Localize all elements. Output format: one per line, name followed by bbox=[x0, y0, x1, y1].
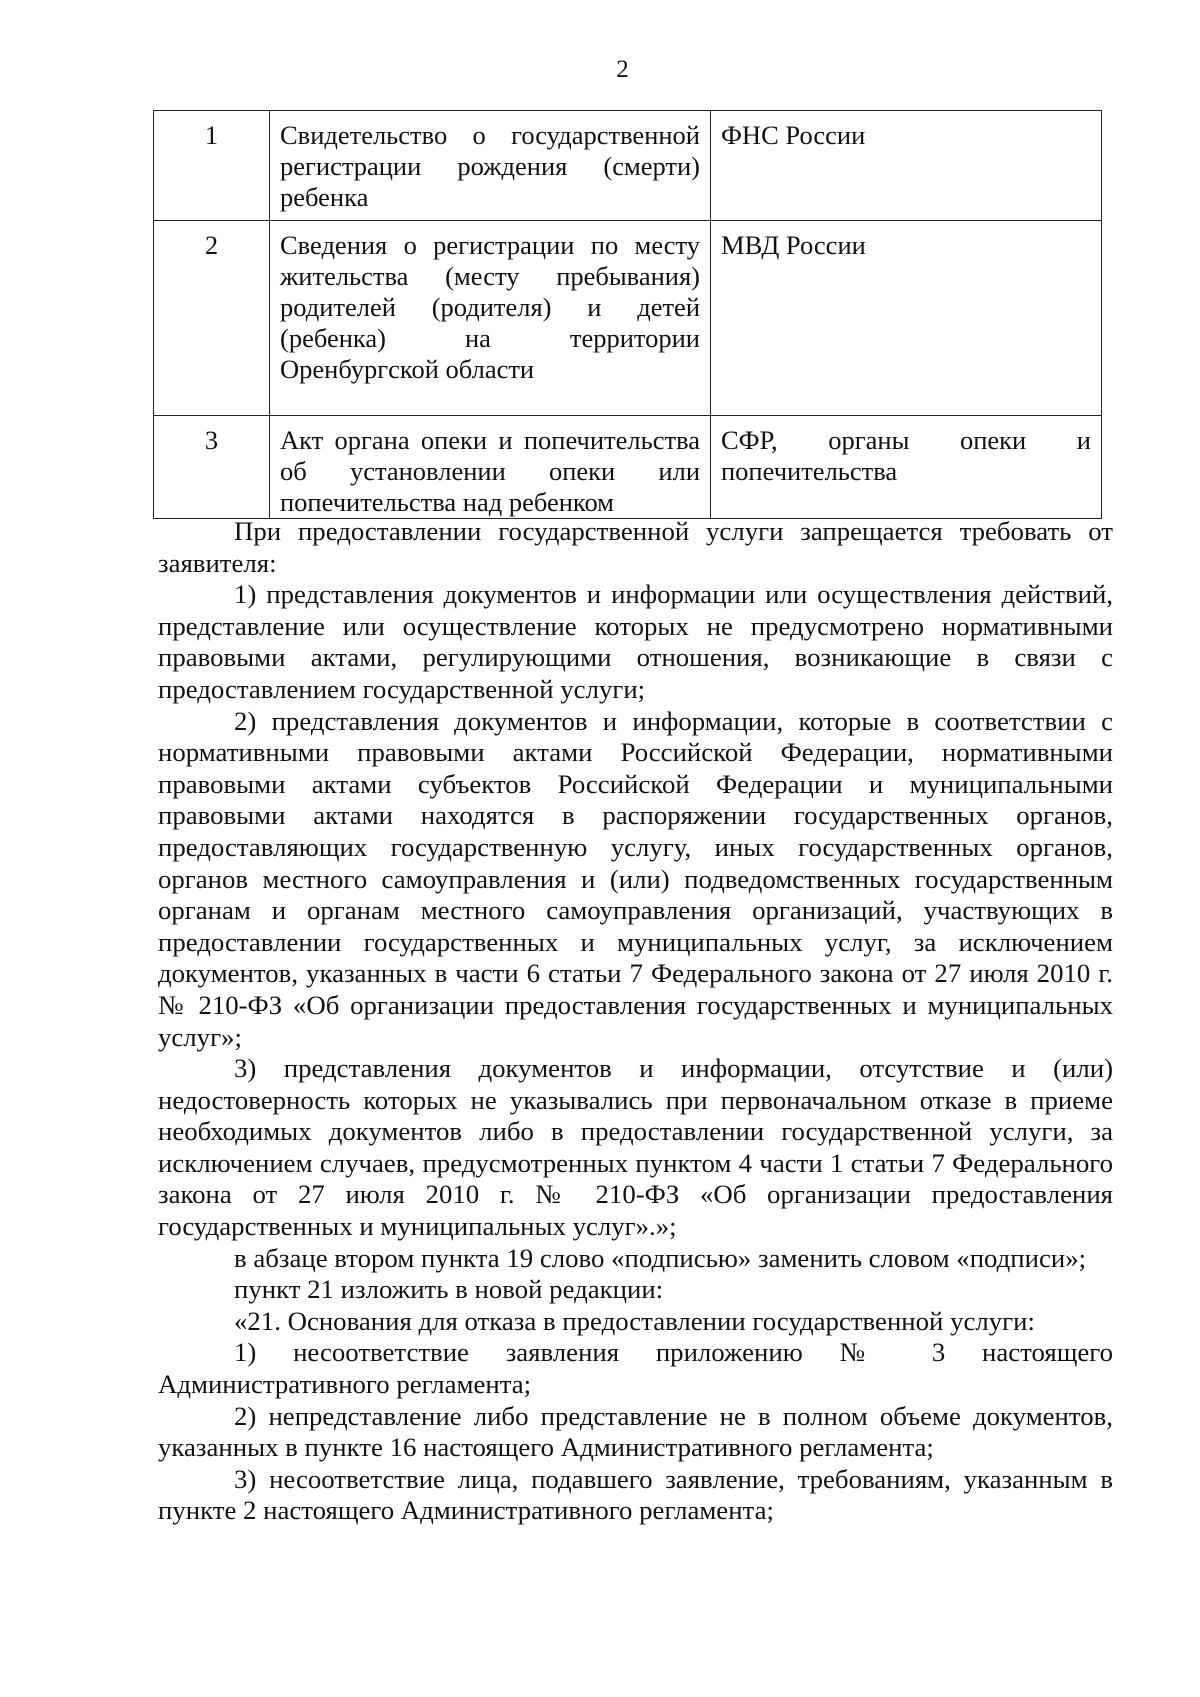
row-number: 2 bbox=[154, 221, 270, 416]
issuing-organ: ФНС России bbox=[711, 111, 1102, 221]
table-row bbox=[154, 111, 1102, 221]
page-number: 2 bbox=[616, 56, 629, 83]
paragraph-item-2: 2) представления документов и информации, которые в соответствии с нормативными правовыми актами Российской Федерации, нормативными правовыми актами субъектов Российской Федерации и муниципальными правовыми актами находятся в распоряжении государственных органов, предоставляющих государственную услугу, иных государственных органов, органов местного самоуправления и (или) подведомственных государственным органам и органам местного самоуправления организаций, участвующих в предоставлении государственных и муниципальных услуг, за исключением документов, указанных в части 6 статьи 7 Федерального закона от 27 июля 2010 г. № 210-ФЗ «Об организации предоставления государственных и муниципальных услуг»; bbox=[158, 705, 1113, 1052]
paragraph-amendment-21: пункт 21 изложить в новой редакции: bbox=[234, 1274, 664, 1305]
paragraph-ground-3: 3) несоответствие лица, подавшего заявление, требованиям, указанным в пункте 2 настоящего Административного регламента; bbox=[158, 1463, 1113, 1526]
paragraph-ground-2: 2) непредставление либо представление не в полном объеме документов, указанных в пункте 16 настоящего Административного регламента; bbox=[158, 1400, 1113, 1463]
paragraph-item-1: 1) представления документов и информации или осуществления действий, представление или осуществление которых не предусмотрено нормативными правовыми актами, регулирующими отношения, возникающие в связи с предоставлением государственной услуги; bbox=[158, 579, 1113, 704]
documents-table bbox=[153, 110, 1102, 519]
row-number: 1 bbox=[154, 111, 270, 221]
table-row bbox=[154, 416, 1102, 519]
document-name: Акт органа опеки и попечительства об установлении опеки или попечительства над ребенком bbox=[270, 416, 711, 519]
paragraph-21-heading: «21. Основания для отказа в предоставлении государственной услуги: bbox=[234, 1305, 1035, 1336]
paragraph-item-3: 3) представления документов и информации, отсутствие и (или) недостоверность которых не указывались при первоначальном отказе в приеме необходимых документов либо в предоставлении государственной услуги, за исключением случаев, предусмотренных пунктом 4 части 1 статьи 7 Федерального закона от 27 июля 2010 г. № 210-ФЗ «Об организации предоставления государственных и муниципальных услуг».»; bbox=[158, 1053, 1113, 1242]
document-name: Свидетельство о государственной регистрации рождения (смерти) ребенка bbox=[270, 111, 711, 221]
issuing-organ: МВД России bbox=[711, 221, 1102, 416]
row-number: 3 bbox=[154, 416, 270, 519]
document-name: Сведения о регистрации по месту жительства (месту пребывания) родителей (родителя) и детей (ребенка) на территории Оренбургской области bbox=[270, 221, 711, 416]
paragraph-amendment-19: в абзаце втором пункта 19 слово «подписью» заменить словом «подписи»; bbox=[234, 1242, 1087, 1273]
paragraph-intro: При предоставлении государственной услуги запрещается требовать от заявителя: bbox=[158, 516, 1113, 578]
issuing-organ: СФР, органы опеки и попечительства bbox=[711, 416, 1102, 519]
table-row bbox=[154, 221, 1102, 416]
body-text bbox=[158, 516, 1113, 1527]
paragraph-ground-1: 1) несоответствие заявления приложению № 3 настоящего Административного регламента; bbox=[158, 1337, 1113, 1400]
